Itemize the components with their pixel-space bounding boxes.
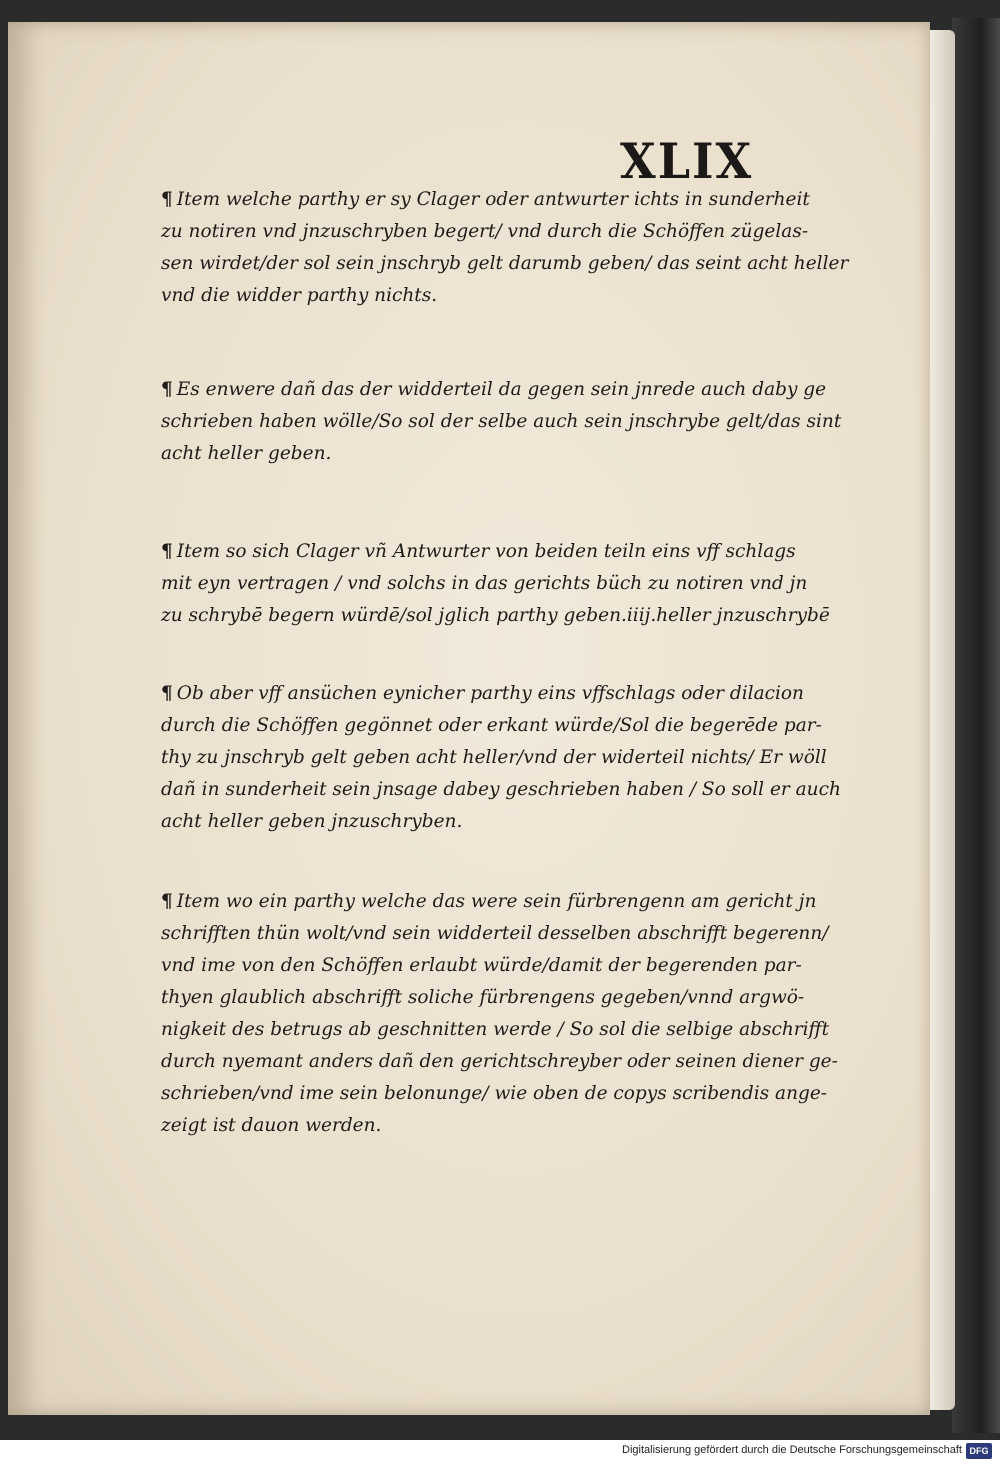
pilcrow-icon: ¶ — [161, 891, 173, 912]
text-line: schrieben/vnd ime sein belonunge/ wie oben de copys scribendis ange- — [161, 1083, 828, 1104]
text-line: Ob aber vff ansüchen eynicher parthy eins vffschlags oder dilacion — [176, 683, 804, 704]
text-line: durch die Schöffen gegönnet oder erkant würde/Sol die begerēde par- — [161, 715, 822, 736]
paragraph-1 — [161, 184, 849, 312]
text-line: schrifften thün wolt/vnd sein widderteil desselben abschrifft begerenn/ — [161, 923, 829, 944]
paragraph-3 — [161, 536, 830, 632]
text-line: sen wirdet/der sol sein jnschryb gelt darumb geben/ das seint acht heller — [161, 253, 849, 274]
pilcrow-icon: ¶ — [161, 541, 173, 562]
text-line: thyen glaublich abschrifft soliche fürbrengens gegeben/vnnd argwö- — [161, 987, 805, 1008]
text-line: Item welche parthy er sy Clager oder antwurter ichts in sunderheit — [176, 189, 810, 210]
text-line: dañ in sunderheit sein jnsage dabey geschrieben haben / So soll er auch — [161, 779, 841, 800]
pilcrow-icon: ¶ — [161, 683, 173, 704]
paragraph-2 — [161, 374, 842, 470]
book-page — [8, 22, 930, 1415]
text-line: thy zu jnschryb gelt geben acht heller/vnd der widerteil nichts/ Er wöll — [161, 747, 827, 768]
text-line: vnd ime von den Schöffen erlaubt würde/damit der begerenden par- — [161, 955, 802, 976]
book-binding — [952, 18, 1000, 1433]
paragraph-4 — [161, 678, 841, 838]
text-line: Es enwere dañ das der widderteil da gegen sein jnrede auch daby ge — [176, 379, 827, 400]
pilcrow-icon: ¶ — [161, 379, 173, 400]
text-line: zu schrybē begern würdē/sol jglich parthy geben.iiij.heller jnzuschrybē — [161, 605, 830, 626]
folio-number: XLIX — [620, 132, 754, 190]
text-line: zu notiren vnd jnzuschryben begert/ vnd durch die Schöffen zügelas- — [161, 221, 809, 242]
text-line: zeigt ist dauon werden. — [161, 1115, 382, 1136]
text-line: durch nyemant anders dañ den gerichtschreyber oder seinen diener ge- — [161, 1051, 838, 1072]
text-line: Item wo ein parthy welche das were sein fürbrengenn am gericht jn — [176, 891, 817, 912]
funding-credit: Digitalisierung gefördert durch die Deutsche Forschungsgemeinschaft — [622, 1444, 962, 1456]
paragraph-5 — [161, 886, 838, 1142]
text-line: acht heller geben. — [161, 443, 332, 464]
text-line: acht heller geben jnzuschryben. — [161, 811, 463, 832]
text-line: Item so sich Clager vñ Antwurter von beiden teiln eins vff schlags — [176, 541, 796, 562]
dfg-logo-icon: DFG — [966, 1443, 992, 1459]
text-line: mit eyn vertragen / vnd solchs in das gerichts büch zu notiren vnd jn — [161, 573, 808, 594]
text-line: nigkeit des betrugs ab geschnitten werde / So sol die selbige abschrifft — [161, 1019, 830, 1040]
footer-bar — [0, 1440, 1000, 1464]
text-line: schrieben haben wölle/So sol der selbe auch sein jnschrybe gelt/das sint — [161, 411, 842, 432]
pilcrow-icon: ¶ — [161, 189, 173, 210]
text-line: vnd die widder parthy nichts. — [161, 285, 438, 306]
